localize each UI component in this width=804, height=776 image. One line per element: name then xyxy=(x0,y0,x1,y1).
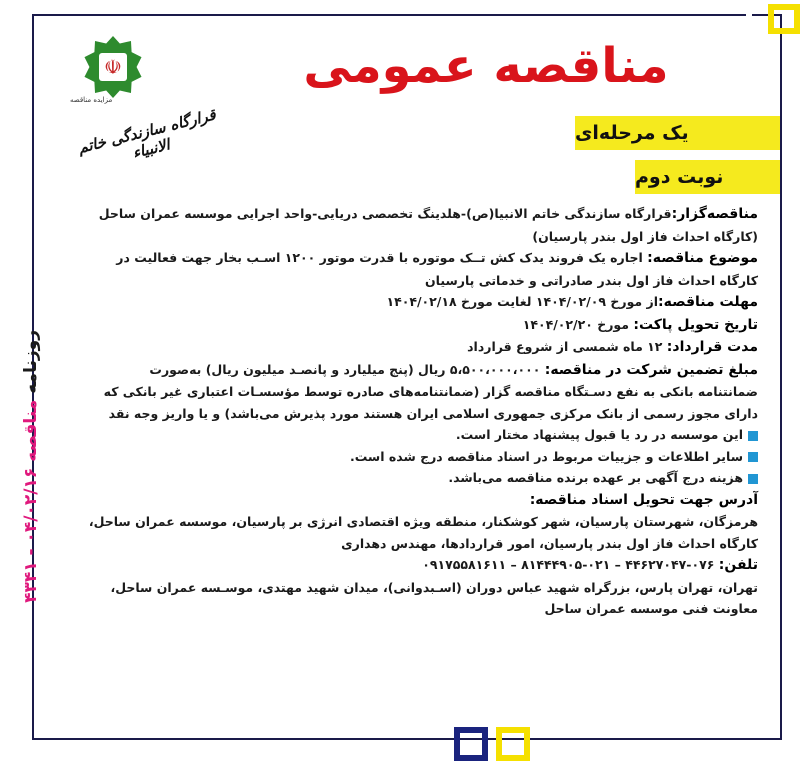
guarantee-text: ۵،۵۰۰،۰۰۰،۰۰۰ ریال (پنج میلیارد و پانصـد میلیون ریال) به‌صورت xyxy=(149,361,541,377)
square-bullet-icon xyxy=(748,452,758,462)
tender-details xyxy=(64,203,758,620)
frame-gap xyxy=(746,12,752,18)
side-paper-name: روزنامه xyxy=(21,330,41,394)
organization-emblem-icon: ☫ xyxy=(82,36,144,98)
deadline-label: مهلت مناقصه: xyxy=(657,294,758,310)
bullet-item xyxy=(64,467,758,489)
subject-text: اجاره یک فروند یدک کش تــک موتوره با قدرت موتور ۱۲۰۰ اسـب بخار جهت فعالیت در xyxy=(116,250,643,265)
bullet-item xyxy=(64,446,758,468)
organization-logo xyxy=(70,92,230,182)
decor-square-navy xyxy=(454,727,488,761)
delivery-text: مورخ ۱۴۰۴/۰۲/۲۰ xyxy=(522,316,630,332)
address-label: آدرس جهت تحویل اسناد مناقصه: xyxy=(529,491,758,508)
side-issue-number: ۰۴/۰۲/۱۶ - ۴۳۴۱ xyxy=(21,467,41,603)
duration-label: مدت قرارداد: xyxy=(666,339,758,355)
phone-label: تلفن: xyxy=(718,557,758,573)
subject-cont: کارگاه احداث فاز اول بندر صادراتی و خدماتی پارسیان xyxy=(425,272,758,288)
side-publication-label xyxy=(0,330,66,620)
address-line-1: هرمزگان، شهرستان پارسیان، شهر کوشکنار، منطقه ویژه اقتصادی انرژی بر پارسیان، موسسه عمران ساحل، xyxy=(88,514,758,529)
decor-square-yellow xyxy=(496,727,530,761)
square-bullet-icon xyxy=(748,431,758,441)
phone-text: ۰۷۶-۴۴۶۲۷۰۴۷ – ۰۲۱-۸۱۴۴۴۹۰۵ – ۰۹۱۷۵۵۸۱۶۱۱ xyxy=(422,557,715,572)
page-title: مناقصه عمومی xyxy=(303,38,669,94)
office-line-1: تهران، تهران پارس، بزرگراه شهید عباس دوران (اسـبدوانی)، میدان شهید مهتدی، موسـسه عمران ساحل، xyxy=(110,579,758,595)
corner-square-yellow xyxy=(768,4,800,34)
subject-row xyxy=(64,247,758,270)
tenderer-text: قرارگاه سازندگی خاتم الانبیا(ص)-هلدینگ تخصصی دریایی-واحد اجرایی موسسه عمران ساحل xyxy=(98,206,672,221)
address-heading xyxy=(64,489,758,512)
logo-tagline: مزايده مناقصه xyxy=(70,96,113,104)
bullet-text: هزینه درج آگهی بر عهده برنده مناقصه می‌باشد. xyxy=(448,470,743,485)
phone-row xyxy=(64,554,758,577)
deadline-text: از مورخ ۱۴۰۴/۰۲/۰۹ لغایت مورخ ۱۴۰۴/۰۲/۱۸ xyxy=(386,294,658,309)
office-line-2: معاونت فنی موسسه عمران ساحل xyxy=(544,601,758,616)
bullet-text: این موسسه در رد یا قبول پیشنهاد مختار است. xyxy=(455,427,743,442)
side-brand-name: مناقصه xyxy=(21,399,41,462)
address-line-2: کارگاه احداث فاز اول بندر پارسیان، امور قراردادها، مهندس دهداری xyxy=(341,535,758,551)
tenderer-cont: (کارگاه احداث فاز اول بندر پارسیان) xyxy=(532,228,758,244)
duration-text: ۱۲ ماه شمسی از شروع قرارداد xyxy=(467,339,663,354)
bullet-text: سایر اطلاعات و جزییات مربوط در اسناد مناقصه درج شده است. xyxy=(349,448,743,464)
delivery-label: تاریخ تحویل پاکت: xyxy=(633,316,758,333)
subject-label: موضوع مناقصه: xyxy=(647,250,758,266)
delivery-row xyxy=(64,314,758,337)
guarantee-label: مبلغ تضمین شرکت در مناقصه: xyxy=(544,361,758,378)
round-banner: نوبت دوم xyxy=(635,160,780,194)
square-bullet-icon xyxy=(748,474,758,484)
tenderer-row xyxy=(64,203,758,226)
deadline-row xyxy=(64,291,758,314)
duration-row xyxy=(64,336,758,359)
guarantee-line-3: دارای مجوز رسمی از بانک مرکزی جمهوری اسلامی ایران هستند مورد پذیرش می‌باشد) و یا واریز وجه نقد xyxy=(108,405,758,421)
tenderer-label: مناقصه‌گزار: xyxy=(671,206,758,222)
guarantee-line-2: ضمانتنامه بانکی به نفع دسـتگاه مناقصه گزار (ضمانتنامه‌های صادره توسط مؤسسـات اعتباری غیر بانکی که xyxy=(103,384,758,399)
bullet-item xyxy=(64,424,758,446)
guarantee-row xyxy=(64,359,758,382)
stage-banner: یک مرحله‌ای xyxy=(575,116,780,150)
organization-logo-text: قرارگاه سازندگی خاتم الانبیاء xyxy=(76,105,218,163)
